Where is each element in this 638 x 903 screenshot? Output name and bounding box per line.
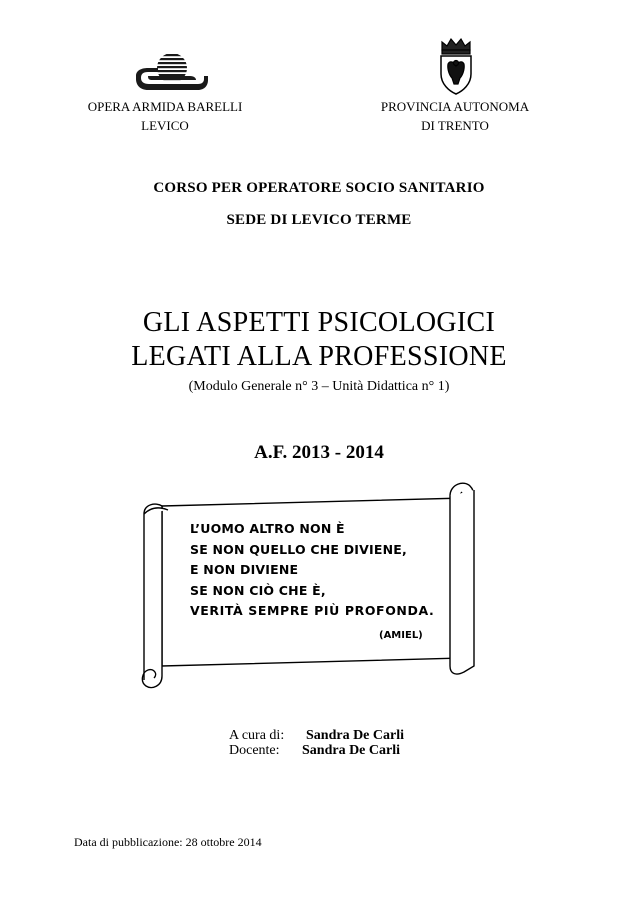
curated-value-text: Sandra De Carli [306, 728, 404, 743]
teacher-value-text: Sandra De Carli [302, 743, 400, 758]
right-institution [362, 97, 548, 135]
academic-year: A.F. 2013 - 2014 [254, 442, 384, 463]
left-institution-line1: OPERA ARMIDA BARELLI [87, 99, 243, 114]
left-institution-line2: LEVICO [141, 118, 189, 133]
quote-block [190, 519, 450, 622]
quote-line-1: L’UOMO ALTRO NON È [190, 521, 345, 536]
subtitle: (Modulo Generale n° 3 – Unità Didattica n° 1) [188, 379, 450, 394]
quote-line-4: SE NON CIÒ CHE È, [190, 582, 326, 598]
barelli-logo-icon [128, 52, 208, 94]
right-institution-line2: DI TRENTO [421, 118, 489, 133]
teacher-value [302, 741, 400, 760]
trento-coat-of-arms-icon [436, 36, 476, 96]
left-institution [72, 97, 258, 135]
title-line2: LEGATI ALLA PROFESSIONE [131, 341, 507, 372]
quote-line-3: E NON DIVIENE [190, 562, 299, 577]
quote-author: (AMIEL) [379, 630, 423, 641]
quote-line-5: VERITÀ SEMPRE PIÙ PROFONDA. [190, 603, 435, 618]
publication-date: Data di pubblicazione: 28 ottobre 2014 [74, 835, 262, 849]
curated-label: A cura di: [229, 728, 285, 743]
page-title [0, 306, 638, 374]
course-name: CORSO PER OPERATORE SOCIO SANITARIO [153, 180, 485, 196]
teacher-label: Docente: [229, 743, 280, 758]
title-line1: GLI ASPETTI PSICOLOGICI [142, 307, 496, 338]
right-institution-line1: PROVINCIA AUTONOMA [380, 99, 530, 114]
course-site: SEDE DI LEVICO TERME [226, 212, 412, 228]
quote-line-2: SE NON QUELLO CHE DIVIENE, [190, 541, 407, 557]
